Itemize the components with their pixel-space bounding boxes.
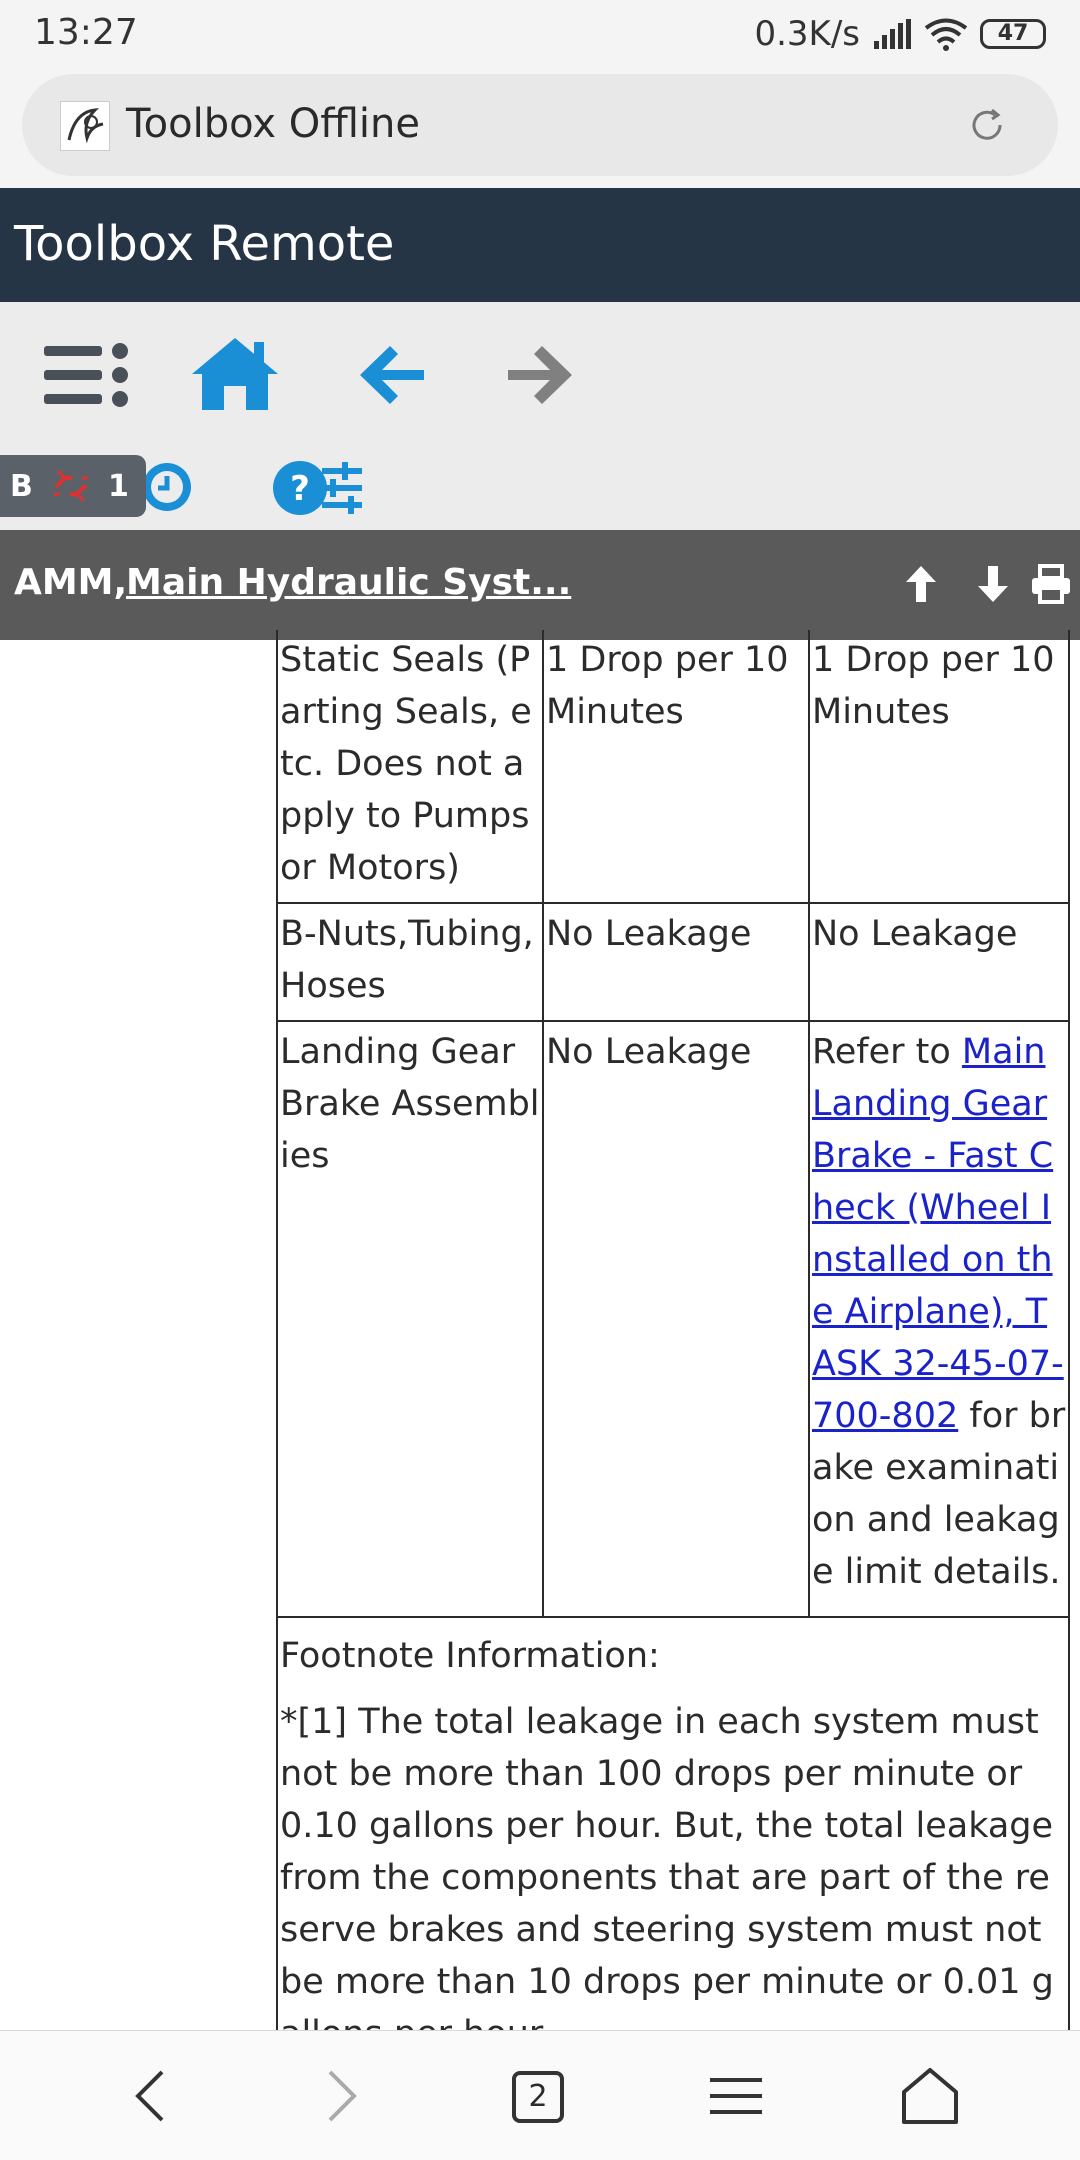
connection-badge[interactable] [0, 455, 146, 517]
tabs-icon[interactable] [512, 2071, 564, 2123]
leakage-limits-table [276, 630, 1070, 2070]
table-row [277, 630, 1069, 903]
document-content [0, 640, 1080, 2030]
table-cell: B-Nuts,Tubing, Hoses [277, 903, 543, 1021]
badge-letter: B [10, 469, 33, 504]
nav-home-icon[interactable] [900, 2066, 960, 2126]
table-cell: No Leakage [543, 1021, 809, 1617]
history-icon[interactable] [140, 460, 194, 514]
forward-arrow-icon[interactable] [504, 342, 576, 408]
home-icon[interactable] [190, 334, 280, 412]
tab-count: 2 [528, 2079, 548, 2114]
table-cell-reference [809, 1021, 1069, 1617]
status-indicators [754, 12, 1046, 56]
network-speed: 0.3K/s [754, 14, 860, 54]
table-cell: Landing Gear Brake Assemblies [277, 1021, 543, 1617]
nav-forward-icon[interactable] [322, 2066, 362, 2126]
menu-icon[interactable] [44, 340, 130, 410]
footnote-heading: Footnote Information: [280, 1636, 660, 1676]
help-settings-icon[interactable] [272, 458, 364, 518]
wifi-icon [924, 17, 968, 51]
print-icon[interactable] [1030, 564, 1072, 604]
table-cell: No Leakage [809, 903, 1069, 1021]
footnote-cell [277, 1617, 1069, 2069]
battery-indicator: 47 [980, 19, 1046, 49]
reference-suffix: for brake examination and leakage limit details. [812, 1396, 1066, 1592]
task-reference-link[interactable]: Main Landing Gear Brake - Fast Check (Wheel Installed on the Airplane), TASK 32-45-07-700-802 [812, 1032, 1064, 1436]
footnote-text: *[1] The total leakage in each system must not be more than 100 drops per minute or 0.10 gallons per hour. But, the total leakage from the components that are part of the reserve brakes and steering system must not be more than 10 drops per minute or 0.01 g [280, 1702, 1054, 2002]
svg-text:?: ? [290, 469, 310, 509]
footnote-row [277, 1617, 1069, 2069]
table-cell: 1 Drop per 10 Minutes [809, 630, 1069, 903]
broken-link-icon [50, 465, 92, 507]
menu-lines-icon[interactable] [710, 2066, 762, 2126]
app-header [0, 188, 1080, 302]
back-arrow-icon[interactable] [356, 342, 428, 408]
table-cell: Static Seals (Parting Seals, etc. Does not apply to Pumps or Motors) [277, 630, 543, 903]
status-time: 13:27 [34, 12, 138, 53]
toolbar [0, 302, 1080, 530]
table-row [277, 1021, 1069, 1617]
document-title-bar [0, 530, 1080, 640]
signal-icon [872, 19, 912, 49]
scroll-up-icon[interactable] [904, 564, 938, 604]
app-title: Toolbox Remote [14, 216, 395, 272]
browser-nav-bar [0, 2030, 1080, 2160]
reference-prefix: Refer to [812, 1032, 962, 1072]
doc-title-link[interactable]: Main Hydraulic Syst... [126, 562, 572, 603]
table-cell: 1 Drop per 10 Minutes [543, 630, 809, 903]
doc-prefix: AMM, [14, 562, 128, 603]
status-bar [0, 0, 1080, 68]
table-cell: No Leakage [543, 903, 809, 1021]
reload-icon[interactable] [966, 104, 1008, 146]
scroll-down-icon[interactable] [976, 564, 1010, 604]
address-text: Toolbox Offline [126, 101, 420, 147]
nav-back-icon[interactable] [130, 2066, 170, 2126]
address-bar[interactable] [22, 74, 1058, 176]
badge-count: 1 [108, 469, 129, 504]
browser-bar [0, 68, 1080, 188]
site-favicon-icon [60, 101, 110, 151]
table-row [277, 903, 1069, 1021]
